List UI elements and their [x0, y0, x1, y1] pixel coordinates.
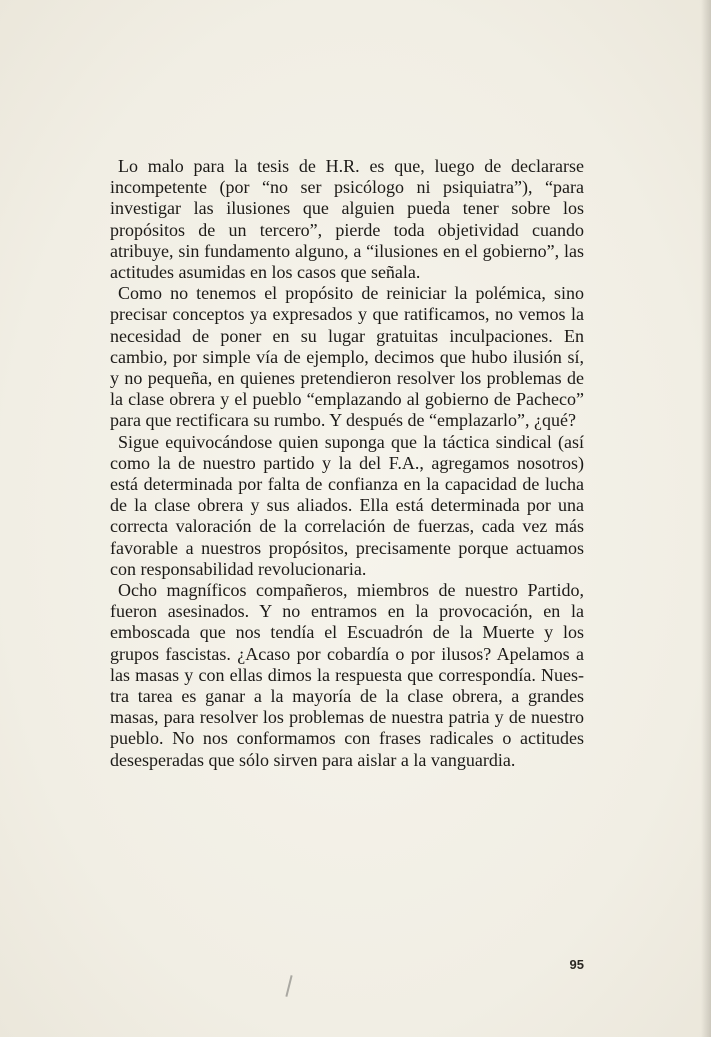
page-number: 95: [569, 957, 584, 972]
body-text: [110, 156, 584, 771]
paragraph-1: Lo malo para la tesis de H.R. es que, luego de declararse incompetente (por “no ser psicólogo ni psiquiatra”), “para investigar las ilusiones que alguien pueda tener sobre los propósitos de un tercero”, pierde toda objetividad cuando atribuye, sin fundamento alguno, a “ilusiones en el gobierno”, las actitudes asumidas en los casos que señala.: [110, 156, 584, 283]
page-edge-shadow: [701, 0, 711, 1037]
paragraph-3: Sigue equivocándose quien suponga que la táctica sindical (así como la de nuestro partido y la del F.A., agregamos nosotros) está determinada por falta de confianza en la capacidad de lucha de la clase obrera y sus aliados. Ella está determinada por una correcta valoración de la correlación de fuerzas, cada vez más favorable a nuestros propósitos, precisamente porque actuamos con responsabilidad revolucionaria.: [110, 431, 584, 579]
pencil-mark: [285, 975, 292, 997]
paragraph-2: Como no tenemos el propósito de reiniciar la polémica, sino precisar conceptos ya expresados y que ratificamos, no vemos la necesidad de poner en su lugar gratuitas inculpaciones. En cambio, por simple vía de ejemplo, decimos que hubo ilusión sí, y no pequeña, en quienes pretendieron resolver los problemas de la clase obrera y el pueblo “emplazando al gobierno de Pacheco” para que rectificara su rumbo. Y después de “emplazarlo”, ¿qué?: [110, 283, 584, 431]
paragraph-4: Ocho magníficos compañeros, miembros de nuestro Partido, fueron asesinados. Y no entramos en la provocación, en la emboscada que nos tendía el Escuadrón de la Muerte y los grupos fascistas. ¿Acaso por cobardía o por ilusos? Apelamos a las masas y con ellas dimos la respuesta que correspondía. Nuestra tarea es ganar a la mayoría de la clase obrera, a grandes masas, para resolver los problemas de nuestra patria y de nuestro pueblo. No nos conformamos con frases radicales o actitudes desesperadas que sólo sirven para aislar a la vanguardia.: [110, 580, 584, 770]
